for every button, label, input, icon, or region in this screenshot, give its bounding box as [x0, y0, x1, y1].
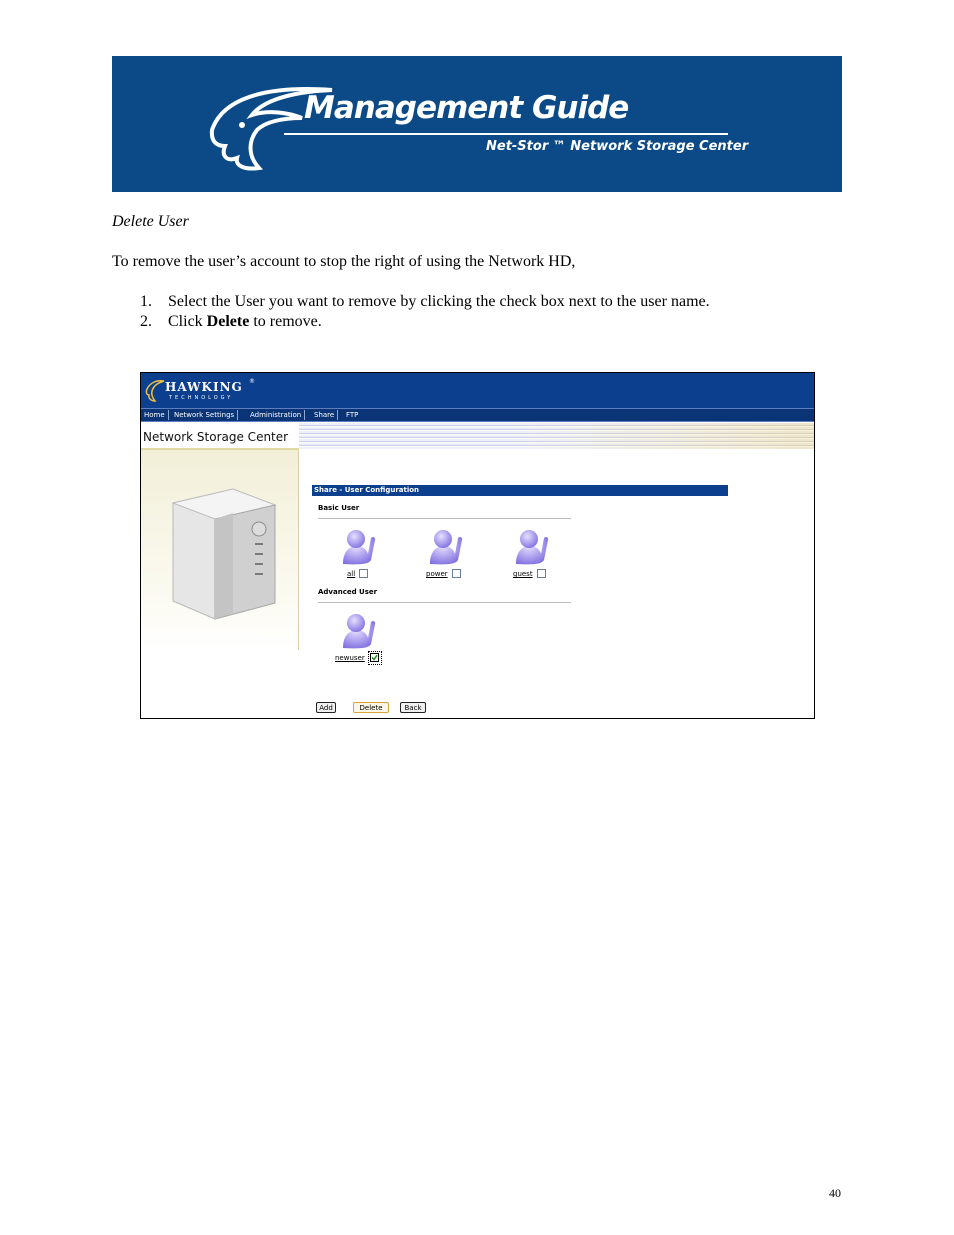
storage-device-image [163, 483, 283, 623]
user-name-newuser[interactable]: newuser [335, 654, 365, 662]
banner-title: Management Guide [304, 90, 629, 126]
advanced-user-label: Advanced User [318, 588, 378, 596]
user-avatar-icon [341, 612, 377, 650]
user-checkbox-power[interactable] [452, 569, 461, 578]
step-number: 1. [140, 293, 152, 310]
user-newuser [331, 612, 391, 672]
step-number: 2. [140, 313, 152, 330]
user-checkbox-guest[interactable] [537, 569, 546, 578]
advanced-user-rule [318, 602, 571, 603]
banner-subtitle: Net-Stor ™ Network Storage Center [486, 139, 749, 154]
user-avatar-icon [428, 528, 464, 566]
step-text-bold: Delete [206, 313, 250, 330]
nav-administration[interactable]: Administration [247, 410, 305, 420]
user-avatar-icon [514, 528, 550, 566]
nav-home[interactable]: Home [141, 410, 169, 420]
step-item [140, 312, 710, 332]
panel-title: Share - User Configuration [312, 485, 728, 496]
intro-text: To remove the user’s account to stop the right of using the Network HD, [112, 253, 576, 270]
user-name-guest[interactable]: guest [513, 570, 533, 578]
user-name-all[interactable]: all [347, 570, 356, 578]
user-checkbox-newuser[interactable] [370, 653, 379, 662]
banner-rule [284, 133, 728, 135]
nav-network-settings[interactable]: Network Settings [171, 410, 238, 420]
step-item [140, 292, 710, 312]
user-avatar-icon [341, 528, 377, 566]
delete-button[interactable]: Delete [353, 702, 389, 713]
back-button[interactable]: Back [400, 702, 426, 713]
app-header [141, 373, 814, 408]
top-nav [141, 408, 814, 422]
checkmark-icon [371, 654, 378, 661]
header-stripes-gold [521, 423, 814, 449]
logo-word: HAWKING [165, 380, 243, 394]
left-panel-divider [298, 450, 299, 650]
management-guide-banner [112, 56, 842, 192]
hawking-logo [145, 376, 265, 406]
user-all [331, 528, 391, 588]
basic-user-rule [318, 518, 571, 519]
nav-ftp[interactable]: FTP [346, 411, 359, 419]
user-configuration-screenshot [140, 372, 815, 719]
user-name-power[interactable]: power [426, 570, 448, 578]
page-number: 40 [829, 1186, 841, 1200]
section-heading: Delete User [112, 213, 189, 230]
basic-user-label: Basic User [318, 504, 360, 512]
logo-registered: ® [249, 378, 255, 385]
step-text-suffix: to remove. [249, 313, 322, 330]
step-text-prefix: Click [168, 313, 207, 330]
hawk-mini-icon [145, 377, 165, 405]
user-guest [504, 528, 564, 588]
nav-share[interactable]: Share [311, 410, 338, 420]
page-title: Network Storage Center [143, 430, 289, 444]
user-power [418, 528, 478, 588]
logo-sub: TECHNOLOGY [169, 395, 234, 401]
steps-list [140, 292, 710, 332]
step-text: Select the User you want to remove by clicking the check box next to the user name. [168, 293, 710, 310]
user-checkbox-all[interactable] [359, 569, 368, 578]
add-button[interactable]: Add [316, 702, 336, 713]
